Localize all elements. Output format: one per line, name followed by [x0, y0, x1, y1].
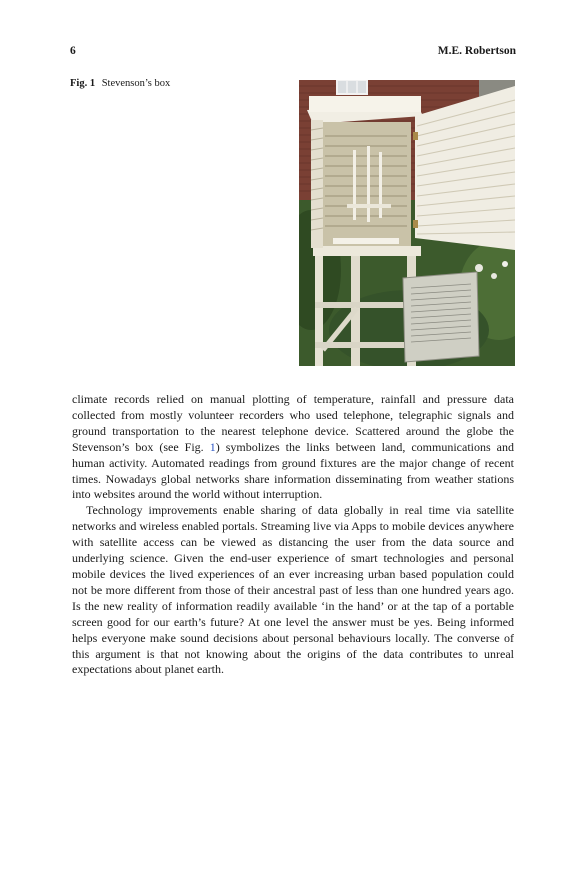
figure-caption-text: Stevenson’s box	[101, 78, 171, 89]
running-head: M.E. Robertson	[437, 45, 516, 57]
figure-label: Fig. 1	[70, 78, 96, 89]
stevenson-box-photo	[299, 80, 515, 366]
figure-caption	[70, 78, 170, 89]
paragraph-1	[72, 392, 514, 503]
paragraph-1-text-start: climate records relied on manual plotting of temperature, rainfall and pressure data collected from mostly volunteer recorders who used telephone, telegraphic signals and ground transportation to the nearest telephone device. Scattered around the globe the Stevenson’s box (see Fig.	[72, 392, 514, 454]
page-number: 6	[70, 45, 76, 57]
body-text	[72, 392, 514, 678]
paragraph-2: Technology improvements enable sharing of data globally in real time via satellite networks and wireless enabled portals. Streaming live via Apps to mobile devices anywhere with satellite access can be viewed as distancing the user from the data source and underlying science. Given the end-user experience of smart technologies and personal mobile devices the lived experiences of an ever increasing urban based population could not be more different from those of their ancestral past of less than one hundred years ago. Is the new reality of information readily available ‘in the hand’ or at the tap of a portable screen good for our earth’s future? At one level the answer must be yes. Being informed helps everyone make sound decisions about personal behaviours locally. The converse of this argument is that not knowing about the origins of the data contributes to unreal expectations about planet earth.	[72, 503, 514, 677]
page-header	[70, 45, 516, 61]
figure-reference-link[interactable]: 1	[209, 439, 216, 454]
paragraph-1-text-end: ) symbolizes the links between land, communications and human activity. Automated readings from ground fixtures are the major change of recent times. Nowadays global networks share information disseminating from weather stations into websites around the world without interruption.	[72, 439, 514, 502]
